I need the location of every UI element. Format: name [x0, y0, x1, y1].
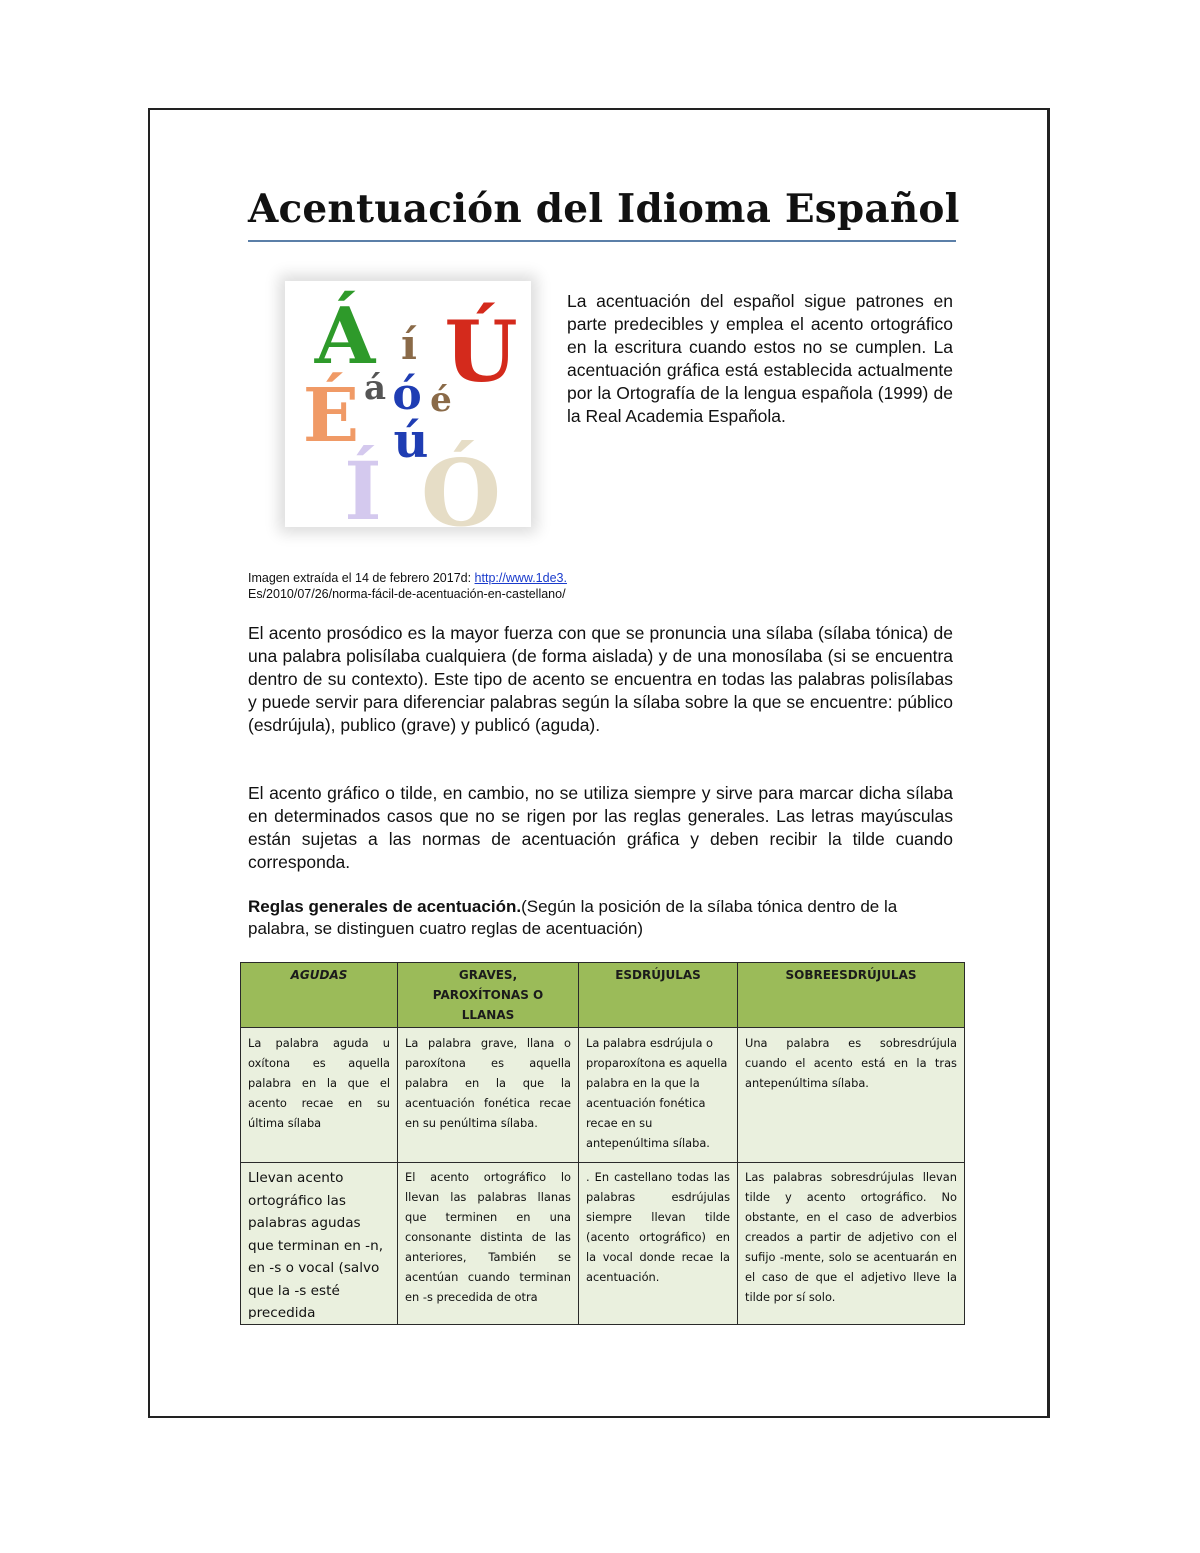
- letter-A-acute: Á: [314, 291, 376, 382]
- cell-esdrujulas-rule: [579, 1163, 738, 1325]
- accent-rules-table: [240, 962, 965, 1325]
- caption-suffix: Es/2010/07/26/norma-fácil-de-acentuación-en-castellano/: [248, 587, 566, 601]
- paragraph-prosodic-accent: El acento prosódico es la mayor fuerza con que se pronuncia una sílaba (sílaba tónica) de una palabra polisílaba cualquiera (de forma aislada) y de una monosílaba (si se encuentra dentro de su contexto). Este tipo de acento se encuentra en todas las palabras polisílabas y puede servir para diferenciar palabras según la sílaba sobre la que se encuentre: público (esdrújula), publico (grave) y publicó (aguda).: [248, 623, 953, 735]
- letter-o-acute: ó: [392, 369, 422, 420]
- cell-graves-rule-text: El acento ortográfico lo llevan las palabras llanas que terminen en una consonante distinta de las anteriores, También se acentúan cuando terminan en -s precedida de otra: [405, 1170, 571, 1304]
- header-agudas: AGUDAS: [241, 963, 398, 1028]
- rules-heading: [248, 896, 953, 940]
- cell-sobreesdrujulas-rule: [738, 1163, 965, 1325]
- cell-graves-definition: La palabra grave, llana o paroxítona es aquella palabra en la que la acentuación fonética recae en su penúltima sílaba.: [398, 1028, 579, 1163]
- paragraph-graphic-accent: El acento gráfico o tilde, en cambio, no se utiliza siempre y sirve para marcar dicha sílaba en determinados casos que no se rigen por las reglas generales. Las letras mayúsculas están sujetas a las normas de acentuación gráfica y deben recibir la tilde cuando corresponda.: [248, 783, 953, 872]
- table-header-row: [241, 963, 965, 1028]
- cell-agudas-rule-text: Llevan acento ortográfico las palabras agudas que terminan en -n, en -s o vocal (salvo que la -s esté precedida: [248, 1170, 384, 1319]
- image-caption: [248, 570, 808, 602]
- document-title: Acentuación del Idioma Español: [248, 186, 960, 232]
- cell-sobreesdrujulas-definition: Una palabra es sobresdrújula cuando el acento está en la tras antepenúltima sílaba.: [738, 1028, 965, 1163]
- caption-prefix: Imagen extraída el 14 de febrero 2017d:: [248, 571, 475, 585]
- title-underline: [248, 240, 956, 242]
- letter-e-acute: é: [430, 380, 452, 420]
- intro-paragraph: La acentuación del español sigue patrones en parte predecibles y emplea el acento ortográfico en la escritura cuando estos no se cumplen. La acentuación gráfica está establecida actualmente por la Ortografía de la lengua española (1999) de la Real Academia Española.: [567, 291, 953, 426]
- rules-heading-rest: (Según la posición de la sílaba tónica dentro de la palabra, se distinguen cuatro reglas de acentuación): [248, 897, 898, 938]
- letter-U-acute: Ú: [444, 302, 518, 401]
- header-graves: [398, 963, 579, 1028]
- header-graves-text: GRAVES, PAROXÍTONAS O LLANAS: [432, 968, 544, 1022]
- accented-letters-illustration: [285, 281, 531, 527]
- letter-I-acute: Í: [344, 444, 382, 527]
- table-row: [241, 1163, 965, 1325]
- cell-sobreesdrujulas-rule-text: Las palabras sobresdrújulas llevan tilde y acento ortográfico. No obstante, en el caso de adverbios creados a partir de adjetivo con el sufijo -mente, solo se acentuarán en el caso de que el adjetivo lleve la tilde por sí solo.: [745, 1170, 957, 1304]
- cell-graves-rule: [398, 1163, 579, 1325]
- accented-letters-image: [285, 281, 531, 527]
- letter-a-acute: á: [363, 368, 387, 408]
- cell-agudas-rule: [241, 1163, 398, 1325]
- header-sobreesdrujulas: SOBREESDRÚJULAS: [738, 963, 965, 1028]
- letter-i-acute: í: [401, 320, 417, 369]
- letter-E-acute: É: [302, 373, 360, 459]
- table-row: [241, 1028, 965, 1163]
- cell-esdrujulas-rule-text: . En castellano todas las palabras esdrújulas siempre llevan tilde (acento ortográfico) en la vocal donde recae la acentuación.: [586, 1170, 730, 1284]
- letter-O-acute: Ó: [420, 439, 502, 527]
- caption-link[interactable]: http://www.1de3.: [474, 571, 567, 585]
- cell-agudas-definition: La palabra aguda u oxítona es aquella palabra en la que el acento recae en su última sílaba: [241, 1028, 398, 1163]
- cell-esdrujulas-definition: La palabra esdrújula o proparoxítona es aquella palabra en la que la acentuación fonética recae en su antepenúltima sílaba.: [579, 1028, 738, 1163]
- header-esdrujulas: ESDRÚJULAS: [579, 963, 738, 1028]
- letter-u-acute: ú: [393, 413, 429, 469]
- rules-heading-bold: Reglas generales de acentuación.: [248, 897, 522, 916]
